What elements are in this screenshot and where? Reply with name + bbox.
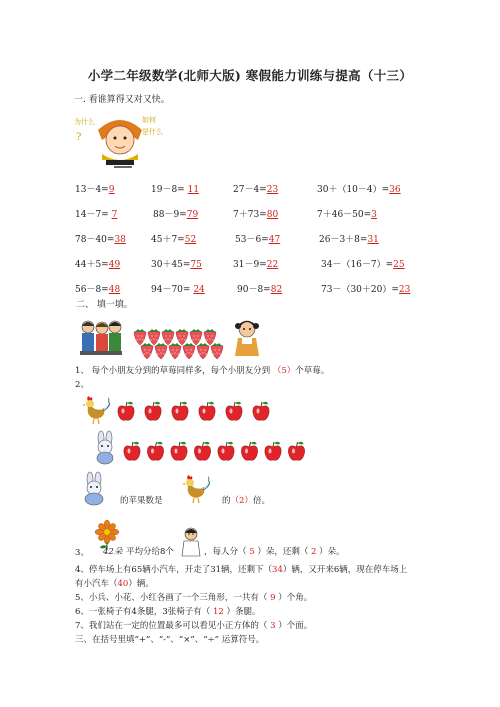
strawberry-icon xyxy=(197,343,209,359)
apple-icon xyxy=(147,442,163,461)
eq-r5c1: 56－8= xyxy=(75,285,109,295)
eq-r3c1-answer: 38 xyxy=(114,235,126,245)
strawberry-icon xyxy=(176,329,188,345)
eq-r2c2-answer: 79 xyxy=(186,210,199,220)
apple-icon xyxy=(218,442,234,461)
eq-r3c4-answer: 31 xyxy=(367,235,379,245)
eq-r4c4-answer: 25 xyxy=(393,260,405,270)
eq-r2c1: 14－7= xyxy=(75,210,112,220)
q4-line2-prompt: 有小汽车（ xyxy=(75,579,118,589)
eq-r1c1-answer: 9 xyxy=(108,185,115,195)
rabbit-icon-small xyxy=(80,472,108,506)
apple-icon xyxy=(124,442,140,461)
q5-text xyxy=(75,591,312,603)
apple-icon xyxy=(171,442,187,461)
apple-icon xyxy=(288,442,304,461)
svg-text:是什么: 是什么 xyxy=(142,128,163,136)
q4-line1-suffix: ）辆，又开来6辆，现在停车场上 xyxy=(282,565,408,575)
q3-answer-remain: 2 xyxy=(311,547,317,557)
q3-answer-line xyxy=(204,545,345,557)
q2-answer-line xyxy=(222,494,270,506)
q6-suffix: ）条腿。 xyxy=(223,607,261,617)
q2-tail-text: 倍。 xyxy=(252,496,270,506)
q2-answer: （2） xyxy=(230,496,253,506)
strawberry-icon xyxy=(183,343,195,359)
rabbit-icon xyxy=(92,432,118,464)
eq-r3c3-answer: 47 xyxy=(268,235,281,245)
eq-r4c2: 30＋45= xyxy=(151,260,191,270)
apple-icon xyxy=(145,402,161,421)
eq-r5c4: 73－（30＋20）= xyxy=(321,285,399,295)
eq-r4c3: 31－9= xyxy=(233,260,267,270)
q3-middle-text: 平均分给8个 xyxy=(126,547,174,557)
q1-suffix: 个草莓。 xyxy=(295,366,330,376)
strawberry-icon xyxy=(148,329,160,345)
eq-r3c3: 53－6= xyxy=(235,235,269,245)
q2-post-text: 的 xyxy=(222,496,231,506)
eq-r1c2: 19－8= xyxy=(151,185,188,195)
eq-r1c2-answer: 11 xyxy=(187,185,200,195)
apple-icon xyxy=(226,402,242,421)
q4-answer-1: 34 xyxy=(272,565,283,575)
eq-r5c3: 90－8= xyxy=(237,285,271,295)
section-2-heading: 二、 填一填。 xyxy=(76,300,133,310)
strawberry-icon xyxy=(169,343,181,359)
q3-number: 3、 xyxy=(75,548,89,558)
eq-r1c3: 27－4= xyxy=(233,185,267,195)
section-1-heading: 一. 看谁算得又对又快。 xyxy=(74,95,170,105)
apple-row-rabbit xyxy=(122,440,312,464)
apple-icon xyxy=(172,402,188,421)
strawberry-icon xyxy=(204,329,216,345)
eq-r1c1: 13－4= xyxy=(75,185,109,195)
q3-answer-each: 5 xyxy=(249,547,255,557)
apple-icon xyxy=(194,442,210,461)
apple-icon xyxy=(118,402,134,421)
q4-line2 xyxy=(75,577,154,589)
q5-answer: 9 xyxy=(270,593,276,603)
apple-icon xyxy=(265,442,281,461)
eq-r5c2: 94－70= xyxy=(151,285,194,295)
eq-r4c1: 44＋5= xyxy=(75,260,109,270)
eq-r1c3-answer: 23 xyxy=(266,185,279,195)
eq-r4c4: 34－（16－7）= xyxy=(321,260,394,270)
strawberry-pile xyxy=(132,322,228,362)
apple-icon xyxy=(253,402,269,421)
eq-r2c3: 7＋73= xyxy=(233,210,267,220)
eq-r5c1-answer: 48 xyxy=(108,285,121,295)
eq-r3c1: 78－40= xyxy=(75,235,115,245)
q3-post-text: ，每人分（ xyxy=(204,547,250,557)
thinking-kid-illustration xyxy=(72,110,167,170)
eq-r3c2: 45＋7= xyxy=(151,235,185,245)
eq-r2c1-answer: 7 xyxy=(111,210,118,220)
q2-number: 2、 xyxy=(75,380,89,390)
q7-answer: 3 xyxy=(270,621,276,631)
q1-prompt: 1、 每个小朋友分到的草莓同样多，每个小朋友分到 xyxy=(75,366,273,376)
q2-middle-text: 的苹果数是 xyxy=(120,496,163,506)
q4-line1 xyxy=(75,563,407,575)
strawberry-icon xyxy=(155,343,167,359)
q1-answer: （5） xyxy=(272,366,296,376)
eq-r4c2-answer: 75 xyxy=(190,260,202,270)
q3-post3-text: ）朵。 xyxy=(316,547,345,557)
apple-icon xyxy=(199,402,215,421)
children-group-illustration xyxy=(78,318,124,358)
q6-answer: 12 xyxy=(212,607,224,617)
eq-r3c4: 26－3＋8= xyxy=(319,235,368,245)
eq-r2c2: 88－9= xyxy=(153,210,187,220)
eq-r3c2-answer: 52 xyxy=(184,235,197,245)
apple-icon xyxy=(241,442,257,461)
eq-r2c3-answer: 80 xyxy=(266,210,279,220)
q4-line1-prompt: 4、停车场上有65辆小汽车，开走了31辆，还剩下（ xyxy=(75,565,273,575)
eq-r4c3-answer: 22 xyxy=(266,260,279,270)
page-title: 小学二年级数学(北师大版) 寒假能力训练与提高（十三） xyxy=(87,68,413,83)
svg-text:?: ? xyxy=(76,132,82,143)
svg-text:为什么: 为什么 xyxy=(74,118,95,126)
q7-suffix: ）个面。 xyxy=(275,621,313,631)
rooster-icon-small xyxy=(178,474,214,504)
q5-suffix: ）个角。 xyxy=(275,593,313,603)
rooster-icon xyxy=(80,395,112,425)
q3-post2-text: ）朵，还剩（ xyxy=(254,547,312,557)
section-3-heading: 三、在括号里填“+”、“-”、“×”、“÷” 运算符号。 xyxy=(75,635,265,645)
q4-line2-suffix: ）辆。 xyxy=(128,579,154,589)
svg-text:如何: 如何 xyxy=(142,116,156,124)
eq-r5c4-answer: 23 xyxy=(398,285,411,295)
eq-r2c4-answer: 3 xyxy=(371,210,377,220)
apple-row-rooster xyxy=(116,400,276,424)
eq-r2c4: 7＋46－50= xyxy=(317,210,372,220)
q6-text xyxy=(75,605,260,617)
child-icon xyxy=(180,526,202,558)
q3-flower-count: 42朵 xyxy=(103,547,123,557)
q6-prompt: 6、一张椅子有4条腿，3张椅子有（ xyxy=(75,607,213,617)
q1-text xyxy=(75,364,329,376)
eq-r5c3-answer: 82 xyxy=(270,285,283,295)
q7-text xyxy=(75,619,312,631)
eq-r4c1-answer: 49 xyxy=(108,260,121,270)
strawberry-icon xyxy=(211,343,223,359)
strawberry-icon xyxy=(141,343,153,359)
eq-r1c4: 30＋（10－4）= xyxy=(317,185,390,195)
girl-illustration xyxy=(232,318,262,358)
q7-prompt: 7、我们站在一定的位置最多可以看见小正方体的（ xyxy=(75,621,271,631)
eq-r5c2-answer: 24 xyxy=(193,285,205,295)
q5-prompt: 5、小兵、小花、小红各画了一个三角形，一共有（ xyxy=(75,593,271,603)
strawberry-icon xyxy=(134,329,146,345)
strawberry-icon xyxy=(190,329,202,345)
strawberry-icon xyxy=(162,329,174,345)
q4-answer-2: 40 xyxy=(117,579,129,589)
eq-r1c4-answer: 36 xyxy=(389,185,401,195)
